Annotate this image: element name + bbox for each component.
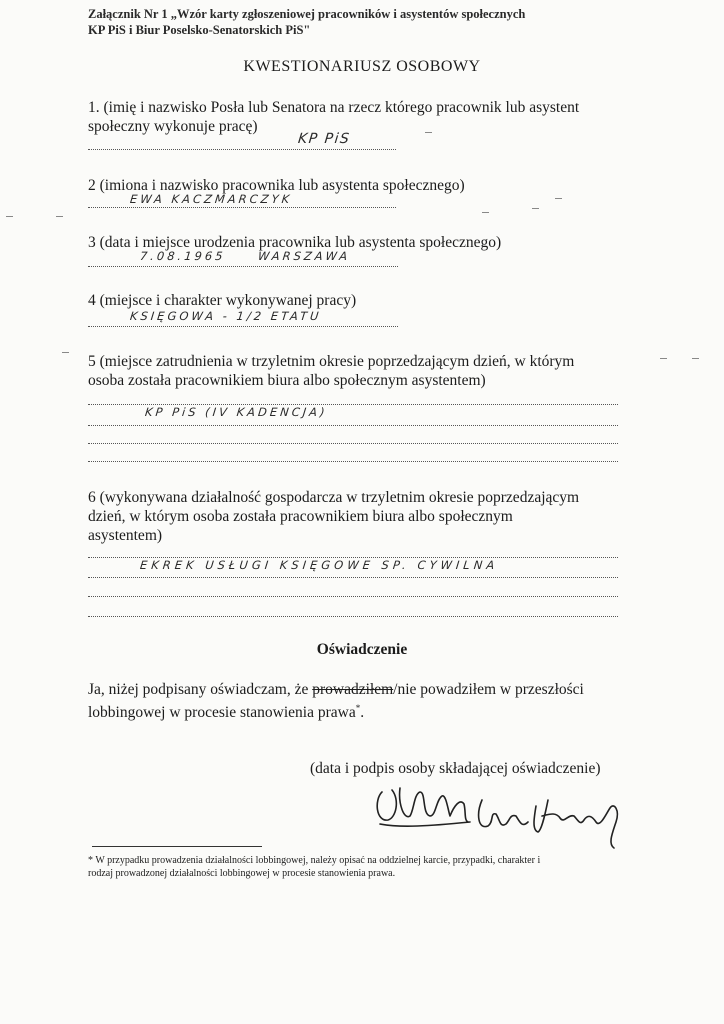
question-3: 3 (data i miejsce urodzenia pracownika lub asystenta społecznego) <box>88 234 502 251</box>
question-1 <box>88 98 648 136</box>
scan-mark <box>532 208 539 209</box>
scan-mark <box>555 198 562 199</box>
scan-mark <box>62 352 69 353</box>
question-6 <box>88 488 624 545</box>
answer-3-place: WARSZAWA <box>257 249 351 263</box>
answer-line-3 <box>88 266 398 267</box>
question-1-line-1: 1. (imię i nazwisko Posła lub Senatora na rzecz którego pracownik lub asystent <box>88 99 580 116</box>
answer-2: EWA KACZMARCZYK <box>129 192 293 206</box>
question-5-line-1: 5 (miejsce zatrudnienia w trzyletnim okresie poprzedzającym dzień, w którym <box>88 353 575 370</box>
question-6-line-1: 6 (wykonywana działalność gospodarcza w trzyletnim okresie poprzedzającym <box>88 489 580 506</box>
handwritten-signature <box>370 770 640 860</box>
declaration-line-2-end: . <box>360 704 365 722</box>
answer-line-5b <box>88 425 618 426</box>
question-1-line-2: społeczny wykonuje pracę) <box>88 118 258 135</box>
footnote-line-2: rodzaj prowadzonej działalności lobbingowej w procesie stanowienia prawa. <box>88 868 396 879</box>
scan-mark <box>56 216 63 217</box>
footnote-divider <box>92 846 262 847</box>
answer-line-1 <box>88 149 396 150</box>
question-4: 4 (miejsce i charakter wykonywanej pracy) <box>88 292 357 309</box>
answer-line-6c <box>88 596 618 597</box>
answer-line-6d <box>88 616 618 617</box>
scan-mark <box>6 216 13 217</box>
declaration-struck-option: prowadziłem <box>312 681 394 698</box>
declaration-text-before: Ja, niżej podpisany oświadczam, że <box>88 681 313 698</box>
answer-3-date: 7.08.1965 <box>139 249 227 263</box>
declaration-title: Oświadczenie <box>316 641 408 658</box>
declaration-text-after: /nie powadziłem w przeszłości <box>393 681 584 698</box>
signature-label: (data i podpis osoby składającej oświadczenie) <box>310 760 601 777</box>
answer-line-5d <box>88 461 618 462</box>
question-2: 2 (imiona i nazwisko pracownika lub asystenta społecznego) <box>88 177 465 194</box>
declaration-line-2 <box>88 699 648 722</box>
answer-6: EKREK USŁUGI KSIĘGOWE SP. CYWILNA <box>139 558 499 572</box>
answer-1: KP PiS <box>297 131 352 147</box>
scan-mark <box>425 132 432 133</box>
header-line-2: KP PiS i Biur Poselsko-Senatorskich PiS" <box>88 23 311 37</box>
declaration-line-2-text: lobbingowej w procesie stanowienia prawa <box>88 704 356 722</box>
document-header <box>88 6 525 38</box>
header-line-1: Załącznik Nr 1 „Wzór karty zgłoszeniowej pracowników i asystentów społecznych <box>88 7 526 21</box>
scan-mark <box>692 358 699 359</box>
scan-mark <box>482 212 489 213</box>
footnote-marker: * <box>355 703 361 713</box>
footnote <box>88 854 633 880</box>
question-5-line-2: osoba została pracownikiem biura albo społecznym asystentem) <box>88 372 486 389</box>
question-6-line-2: dzień, w którym osoba została pracownikiem biura albo społecznym <box>88 508 513 525</box>
declaration-line-1 <box>88 680 648 699</box>
answer-5: KP PiS (IV KADENCJA) <box>144 405 329 419</box>
declaration-text <box>88 680 648 722</box>
document-title: KWESTIONARIUSZ OSOBOWY <box>243 58 481 75</box>
footnote-line-1: * W przypadku prowadzenia działalności lobbingowej, należy opisać na oddzielnej karcie, przypadki, charakter i <box>88 855 541 866</box>
answer-line-2 <box>88 207 396 208</box>
answer-line-6b <box>88 577 618 578</box>
answer-line-5c <box>88 443 618 444</box>
question-6-line-3: asystentem) <box>88 527 163 544</box>
answer-4: KSIĘGOWA - 1/2 ETATU <box>129 309 323 323</box>
question-5 <box>88 352 648 390</box>
answer-line-4 <box>88 326 398 327</box>
scan-mark <box>660 358 667 359</box>
